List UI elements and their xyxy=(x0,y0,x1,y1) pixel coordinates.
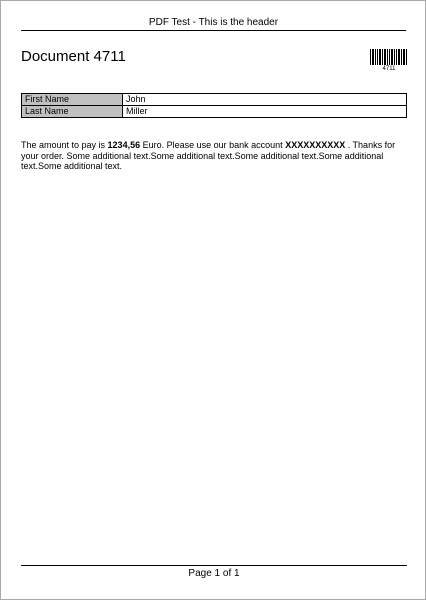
bank-account-value: XXXXXXXXXX xyxy=(285,140,346,150)
table-row xyxy=(22,106,407,118)
barcode-icon xyxy=(369,49,409,65)
last-name-value: Miller xyxy=(123,106,407,118)
body-text-end: . Thanks for your order. Some additional text.Some additional text.Some additional text.Some additional text.Some additional text. xyxy=(21,140,396,171)
document-title: Document 4711 xyxy=(21,48,126,65)
first-name-value: John xyxy=(123,94,407,106)
last-name-label: Last Name xyxy=(22,106,123,118)
body-text-middle: Euro. Please use our bank account xyxy=(140,140,286,150)
page-header: PDF Test - This is the header xyxy=(21,15,406,31)
barcode-number: 4711 xyxy=(382,66,396,72)
barcode xyxy=(369,49,409,73)
table-row xyxy=(22,94,407,106)
body-text-intro: The amount to pay is xyxy=(21,140,108,150)
page-footer: Page 1 of 1 xyxy=(21,565,407,582)
first-name-label: First Name xyxy=(22,94,123,106)
customer-info-table xyxy=(21,93,407,118)
amount-value: 1234,56 xyxy=(107,140,141,150)
body-paragraph xyxy=(21,140,407,172)
